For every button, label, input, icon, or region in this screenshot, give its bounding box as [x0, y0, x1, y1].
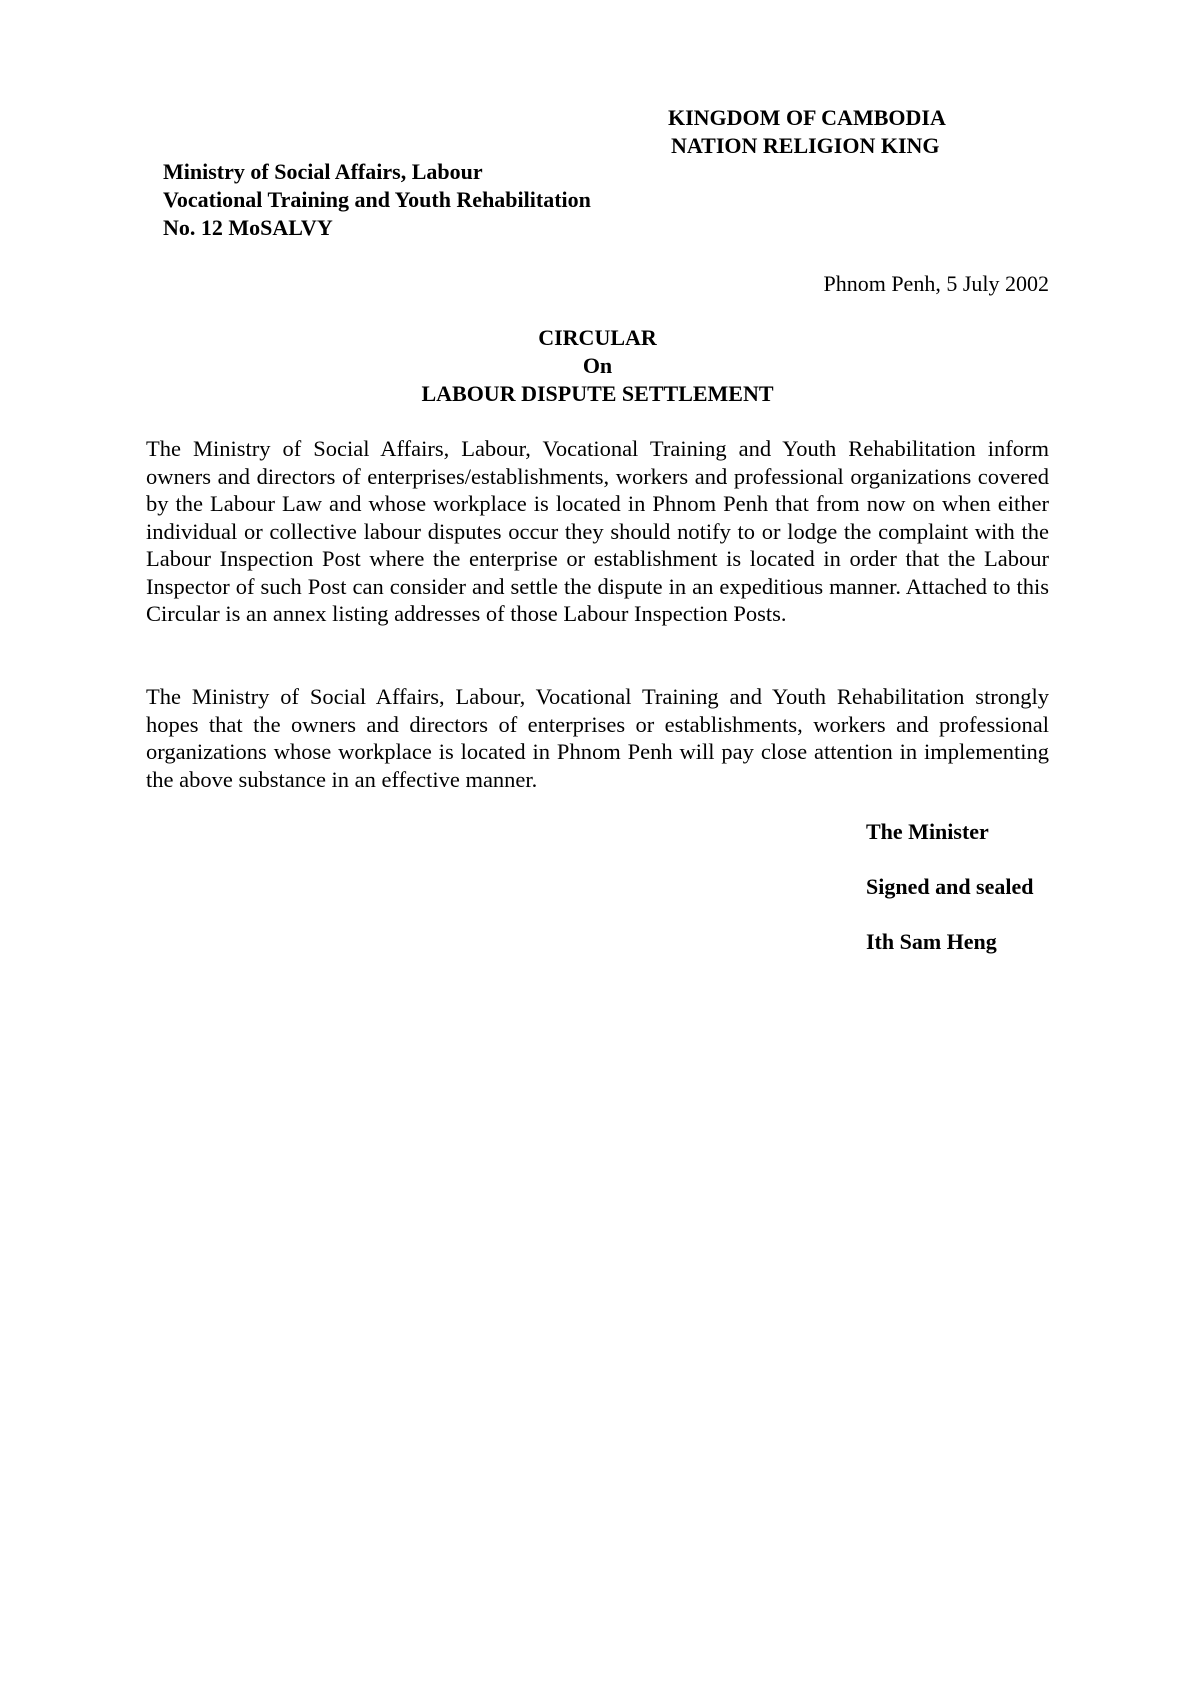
- title-circular: CIRCULAR: [538, 325, 657, 350]
- signatory-role: The Minister: [866, 819, 989, 844]
- kingdom-motto: NATION RELIGION KING: [671, 133, 940, 158]
- document-title: [146, 324, 1049, 408]
- body-paragraph-2: The Ministry of Social Affairs, Labour, Vocational Training and Youth Rehabilitation strongly hopes that the owners and directors of enterprises or establishments, workers and professional organizations whose workplace is located in Phnom Penh will pay close attention in implementing the above substance in an effective manner.: [146, 684, 1049, 792]
- document-date: Phnom Penh, 5 July 2002: [823, 271, 1049, 296]
- title-on: On: [582, 353, 613, 378]
- kingdom-header: [668, 104, 1088, 160]
- signatory-name: Ith Sam Heng: [866, 929, 997, 954]
- signature-block: [866, 818, 1086, 983]
- ministry-name: Ministry of Social Affairs, Labour: [163, 159, 483, 184]
- body-paragraph-1: The Ministry of Social Affairs, Labour, Vocational Training and Youth Rehabilitation inform owners and directors of enterprises/establishments, workers and professional organizations covered by the Labour Law and whose workplace is located in Phnom Penh that from now on when either individual or collective labour disputes occur they should notify to or lodge the complaint with the Labour Inspection Post where the enterprise or establishment is located in order that the Labour Inspector of such Post can consider and settle the dispute in an expeditious manner. Attached to this Circular is an annex listing addresses of those Labour Inspection Posts.: [146, 436, 1049, 626]
- ministry-header: [163, 158, 723, 242]
- ministry-name-continued: Vocational Training and Youth Rehabilitation: [163, 187, 591, 212]
- document-number: No. 12 MoSALVY: [163, 215, 333, 240]
- title-subject: LABOUR DISPUTE SETTLEMENT: [421, 381, 774, 406]
- signature-status: Signed and sealed: [866, 874, 1034, 899]
- kingdom-title: KINGDOM OF CAMBODIA: [668, 105, 946, 130]
